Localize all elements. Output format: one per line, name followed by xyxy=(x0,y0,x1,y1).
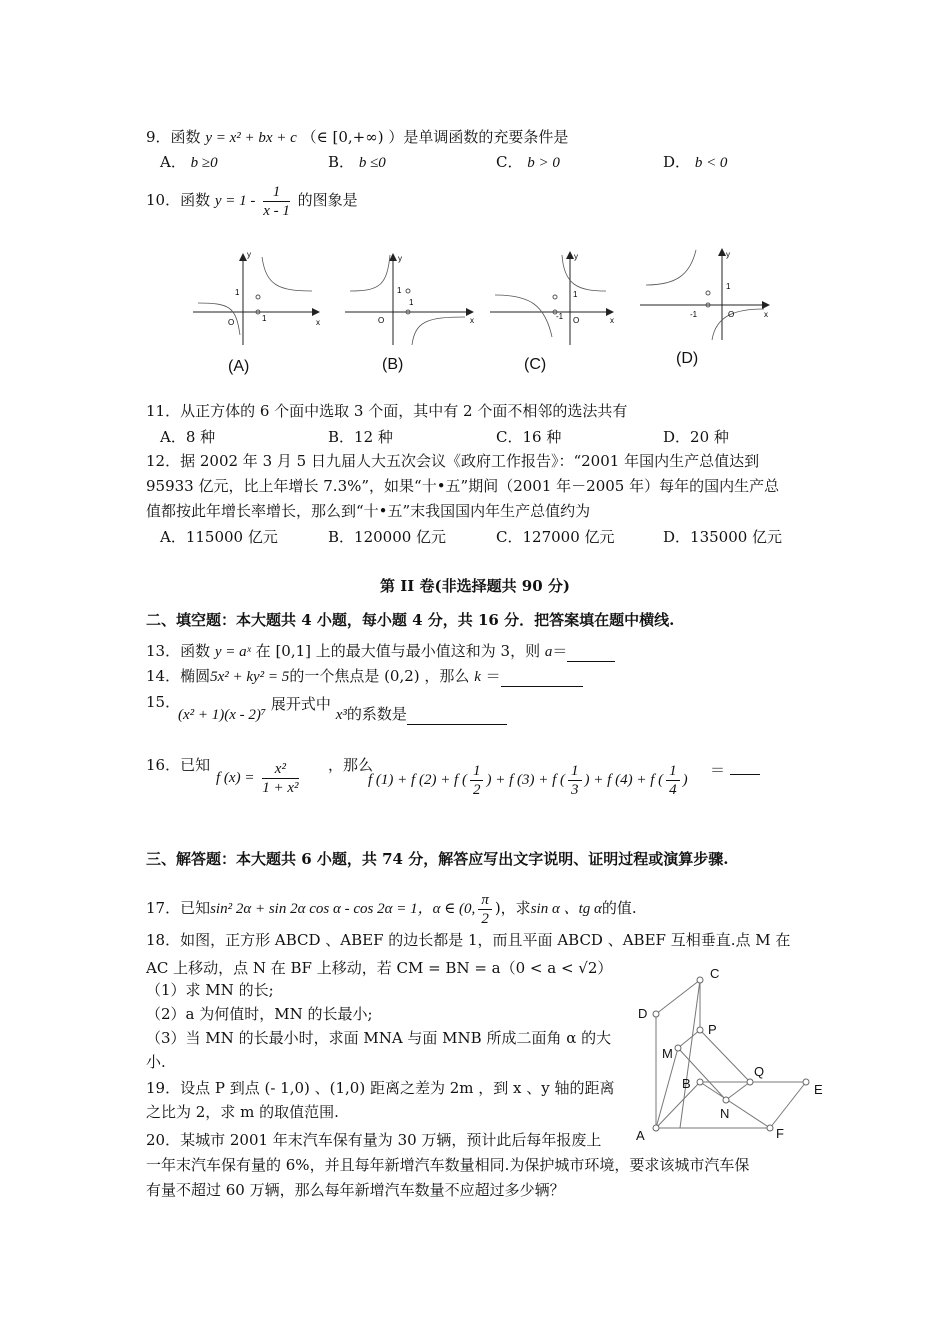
q9-option-c: C． b > 0 xyxy=(496,153,560,171)
graph-b-label: (B) xyxy=(382,356,404,373)
q12-option-a: A．115000 亿元 xyxy=(160,528,278,546)
tick-label: 1 xyxy=(573,290,578,299)
q18-figure xyxy=(630,960,830,1150)
origin-label: O xyxy=(573,316,580,325)
q14-stem: 14．椭圆5x² + ky² = 5的一个焦点是 (0,2) ，那么 k ＝ xyxy=(146,666,583,687)
q18-part-3: （3）当 MN 的长最小时，求面 MNA 与面 MNB 所成二面角 α 的大 xyxy=(146,1029,612,1047)
part3-section: 三、解答题：本大题共 6 小题，共 74 分，解答应写出文字说明、证明过程或演算步骤. xyxy=(146,850,729,868)
q11-option-d: D．20 种 xyxy=(663,428,729,446)
tick-label: 1 xyxy=(262,314,267,323)
q16-def: f (x) = $\frac{\text{x²}}{\text{1 + x²}}$ xyxy=(216,760,299,796)
graph-a xyxy=(193,250,320,345)
graph-d xyxy=(640,250,768,340)
q11-option-b: B．12 种 xyxy=(328,428,393,446)
tick-label: 1 xyxy=(409,298,414,307)
q10-graphs xyxy=(0,245,950,395)
axis-x-label: x xyxy=(764,310,768,319)
q20-line-3: 有量不超过 60 万辆，那么每年新增汽车数量不应超过多少辆？ xyxy=(146,1181,565,1199)
point-a-label: A xyxy=(636,1128,645,1143)
point-q-label: Q xyxy=(754,1064,765,1079)
q12-line-2: 95933 亿元，比上年增长 7.3%”，如果“十•五”期间（2001 年－2005 年）每年的国内生产总 xyxy=(146,477,780,495)
q9-option-a: A． b ≥0 xyxy=(160,153,218,171)
graph-c-label: (C) xyxy=(524,356,547,373)
axis-y-label: y xyxy=(398,254,402,263)
graph-b xyxy=(345,254,474,345)
q12-option-b: B．120000 亿元 xyxy=(328,528,447,546)
axis-y-label: y xyxy=(247,250,251,259)
point-c-label: C xyxy=(710,966,720,981)
q12-option-c: C．127000 亿元 xyxy=(496,528,615,546)
q9-stem: 9．函数 y = x² + bx + c （∈ [0,+∞) ）是单调函数的充要条件是 xyxy=(146,128,569,146)
point-n-label: N xyxy=(720,1106,730,1121)
q12-line-3: 值都按此年增长率增长，那么到“十•五”末我国国内年生产总值约为 xyxy=(146,502,591,520)
q11-stem: 11．从正方体的 6 个面中选取 3 个面，其中有 2 个面不相邻的选法共有 xyxy=(146,402,628,420)
q10-stem: 10．函数 y = 1 - $\frac{1}{x - 1}$ 的图象是 xyxy=(146,183,358,219)
part2-section: 二、填空题：本大题共 4 小题，每小题 4 分，共 16 分．把答案填在题中横线. xyxy=(146,611,675,629)
q10-fraction: $\frac{1}{x - 1}$ xyxy=(263,183,290,219)
q16-sum: f (1) + f (2) + f ( $\frac{1}{2}$ ) + f (3) + f ( $\frac{1}{3}$ ) + f (4) + f ( $\frac{1}{4}$ ) xyxy=(368,763,688,799)
q19-line-1: 19．设点 P 到点 (- 1,0) 、(1,0) 距离之差为 2m ，到 x 、y 轴的距离 xyxy=(146,1079,615,1097)
q18-line-2: AC 上移动，点 N 在 BF 上移动，若 CM = BN = a（0 < a < √2） xyxy=(146,959,613,977)
q12-line-1: 12．据 2002 年 3 月 5 日九届人大五次会议《政府工作报告》：“2001 年国内生产总值达到 xyxy=(146,452,760,470)
q9-option-d: D． b < 0 xyxy=(663,153,728,171)
q14-answer-blank xyxy=(501,670,583,687)
q16-eq: ＝ xyxy=(710,761,726,779)
q20-line-1: 20．某城市 2001 年末汽车保有量为 30 万辆，预计此后每年报废上 xyxy=(146,1131,602,1149)
axis-x-label: x xyxy=(316,318,320,327)
tick-label: 1 xyxy=(397,286,402,295)
axis-x-label: x xyxy=(470,316,474,325)
q16-answer-blank xyxy=(730,758,760,775)
point-e-label: E xyxy=(814,1082,823,1097)
q15-num: 15． xyxy=(146,693,181,711)
part2-title: 第 II 卷(非选择题共 90 分) xyxy=(380,577,570,595)
q20-line-2: 一年末汽车保有量的 6%，并且每年新增汽车数量相同.为保护城市环境，要求该城市汽车保 xyxy=(146,1156,750,1174)
axis-y-label: y xyxy=(726,250,730,259)
graph-c xyxy=(490,252,614,345)
origin-label: O xyxy=(728,310,735,319)
q13-answer-blank xyxy=(567,645,615,662)
point-f-label: F xyxy=(776,1126,784,1141)
q18-part-1: （1）求 MN 的长; xyxy=(146,981,274,999)
q12-option-d: D．135000 亿元 xyxy=(663,528,783,546)
tick-label: -1 xyxy=(690,310,698,319)
axis-x-label: x xyxy=(610,316,614,325)
origin-label: O xyxy=(378,316,385,325)
point-d-label: D xyxy=(638,1006,648,1021)
tick-label: 1 xyxy=(235,288,240,297)
q18-line-1: 18．如图，正方形 ABCD 、ABEF 的边长都是 1，而且平面 ABCD 、ABEF 互相垂直.点 M 在 xyxy=(146,931,791,949)
axis-y-label: y xyxy=(574,252,578,261)
graph-a-label: (A) xyxy=(228,358,250,375)
q11-option-c: C．16 种 xyxy=(496,428,562,446)
point-b-label: B xyxy=(682,1076,691,1091)
q16-pre: 16．已知 xyxy=(146,756,211,774)
graph-d-label: (D) xyxy=(676,350,699,367)
q11-option-a: A．8 种 xyxy=(160,428,216,446)
q9-formula: y = x² + bx + c xyxy=(205,130,297,146)
q13-stem: 13．函数 y = aˣ 在 [0,1] 上的最大值与最小值这和为 3，则 a＝ xyxy=(146,641,615,662)
origin-label: O xyxy=(228,318,235,327)
point-p-label: P xyxy=(708,1022,717,1037)
q16-mid: ，那么 xyxy=(328,756,374,774)
q17-stem: 17．已知sin² 2α + sin 2α cos α - cos 2α = 1，α ∈ (0, $\frac{\pi}{2}$ )，求sin α 、tg α的值. xyxy=(146,891,637,927)
point-m-label: M xyxy=(662,1046,673,1061)
q19-line-2: 之比为 2，求 m 的取值范围. xyxy=(146,1103,339,1121)
q18-part-2: （2）a 为何值时，MN 的长最小; xyxy=(146,1005,373,1023)
tick-label: 1 xyxy=(726,282,731,291)
q15-answer-blank xyxy=(407,708,507,725)
q18-part-3b: 小. xyxy=(146,1053,166,1071)
q15-stem: (x² + 1)(x - 2)⁷ 展开式中 x³的系数是 xyxy=(178,704,507,725)
tick-label: -1 xyxy=(556,312,564,321)
q9-option-b: B． b ≤0 xyxy=(328,153,386,171)
